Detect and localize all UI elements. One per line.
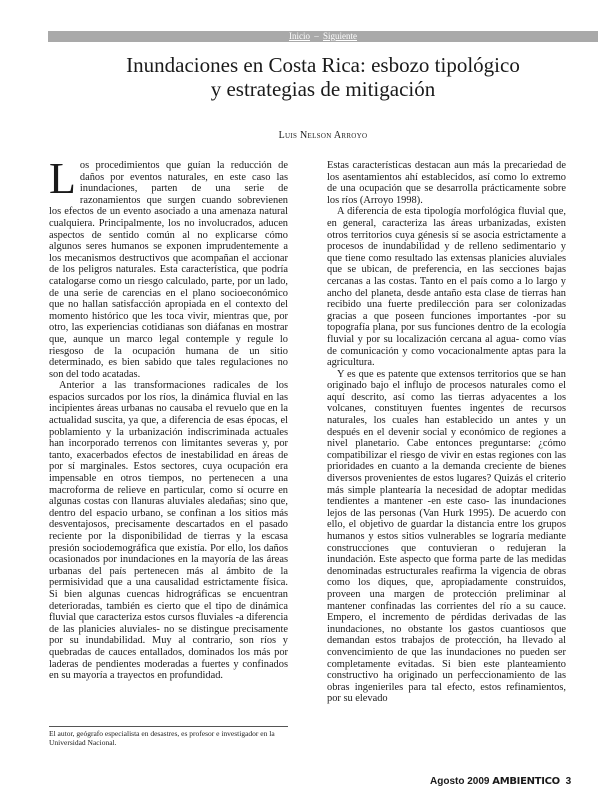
author-name: Luis Nelson Arroyo: [278, 130, 368, 141]
top-navigation-bar: [48, 31, 598, 42]
title-line-2: y estrategias de mitigación: [210, 77, 436, 101]
left-paragraph-2: Anterior a las transformaciones radicales de los espacios surcados por los ríos, la dinámica fluvial en las incipientes áreas urbanas no causaba el revuelo que en la actualidad suscita, ya que, a diferencia de esas épocas, el poblamiento y la urbanización indiscriminada actuales han incorporado terrenos con limitantes severas y, por tanto, exacerbados efectos de inestabilidad en áreas de por sí marginales. Estos sectores, cuya ocupación era impensable en otros tiempos, no pertenecen a una macroforma de relieve en particular, como sí ocurre en algunas costas con llanuras aluviales aledañas; sino que, dentro del espacio urbano, se confinan a los sitios más desventajosos, precisamente descartados en el pasado reciente por la disponibilidad de tierras y la escasa presión sociodemográfica que existía. Por ello, los daños ocasionados por inundaciones en la mayoría de las áreas urbanas del país pertenecen más al ámbito de la permisividad que a una causalidad estrictamente física. Si bien algunas cuencas hidrográficas se encuentran deterioradas, también es cierto que el tipo de dinámica fluvial que caracteriza estos cursos fluviales -a diferencia de las planicies aluviales- no se distingue precisamente por su inundabilidad. Muy al contrario, son ríos y quebradas de cauces entallados, dominados los más por laderas de pendientes moderadas a fuertes y confinados en su mayoría a trayectos en profundidad.: [49, 380, 288, 682]
left-paragraph-1-text: os procedimientos que guían la reducción de daños por eventos naturales, en este caso las inundaciones, parten de una serie de razonamientos que surgen cuando sobrevienen los efectos de un evento asociado a una amenaza natural cualquiera. Principalmente, los no involucrados, aducen aspectos de sentido común al no explicarse cómo algunos seres humanos se exponen imprudentemente a los mecanismos destructivos que acompañan el accionar de los peligros naturales. Esta característica, que podría catalogarse como un riesgo calculado, parte, por un lado, de una serie de carencias en el plano socioeconómico que no hallan satisfacción apropiada en el contexto del momento histórico que les toca vivir, mientras que, por otro, las experiencias cotidianas son diáfanas en mostrar que, aunque un marco legal contemple y regule lo riesgoso de la ocupación humana de un sitio determinado, es bien sabido que tales regulaciones no son del todo acatadas.: [49, 160, 288, 380]
ambientico-logo: AMBIENTICO: [492, 776, 560, 787]
page-footer: [430, 776, 571, 787]
right-paragraph-1: Estas características destacan aun más la precariedad de los asentamientos ahí establecidos, así como lo extremo de una ocupación que se desarrolla prácticamente sobre los ríos (Arroyo 1998).: [327, 160, 566, 206]
issue-date: Agosto 2009: [430, 776, 490, 787]
left-column: [49, 154, 288, 682]
drop-cap: L: [49, 154, 76, 203]
author-footnote: El autor, geógrafo especialista en desastres, es profesor e investigador en la Universidad Nacional.: [49, 729, 275, 747]
inicio-link[interactable]: Inicio: [289, 31, 310, 41]
title-line-1: Inundaciones en Costa Rica: esbozo tipológico: [126, 53, 520, 77]
right-paragraph-2: A diferencia de esta tipología morfológica fluvial que, en general, caracteriza las áreas urbanizadas, existen otros territorios cuya génesis sí se asocia estrictamente a procesos de inundabilidad y de relleno sedimentario y que tiene como resultado las extensas planicies aluviales que se ubican, de preferencia, en las secciones bajas cercanas a las costas. Tanto en el país como a lo largo y ancho del planeta, desde antaño esta clase de tierras han recibido una fuerte predilección para ser colonizadas gracias a que poseen funciones importantes -por su topografía plana, por sus funciones dentro de la ecología fluvial y por su localización cercana al agua- como vías de comunicación y como vocacionalmente aptas para la agricultura.: [327, 206, 566, 369]
article-title: [48, 53, 598, 101]
siguiente-link[interactable]: Siguiente: [323, 31, 357, 41]
right-paragraph-3: Y es que es patente que extensos territorios que se han originado bajo el influjo de procesos naturales como el aquí descrito, así como las tierras adyacentes a los volcanes, constituyen fuentes ingentes de recursos naturales, los cuales han establecido un antes y un después en el devenir social y económico de regiones a nivel planetario. Cabe entonces preguntarse: ¿cómo compatibilizar el riesgo de vivir en estas regiones con las prioridades en cuanto a la demanda creciente de bienes diversos provenientes de estos lugares? Quizás el criterio más simple plantearía la necesidad de adoptar medidas tendientes a mantener -en este caso- las inundaciones lejos de las personas (Van Hurk 1995). De acuerdo con ello, el objetivo de guardar la distancia entre los grupos humanos y estos sitios vulnerables se lograría mediante construcciones que contuvieran o redujeran la inundación. Este aspecto que forma parte de las medidas denominadas estructurales reafirma la vigencia de obras como los diques, que, apropiadamente construidos, proveen una margen de protección preliminar al mantener confinadas las corrientes del río a su cauce. Empero, el incremento de pérdidas derivadas de las inundaciones, no obstante los gastos cuantiosos que demandan estos trabajos de protección, ha llevado al convencimiento de que las inundaciones no pueden ser completamente evitadas. Si bien este planteamiento constructivo ha originado un perfeccionamiento de las obras ingenieriles para tal efecto, estos refinamientos, por su elevado: [327, 368, 566, 705]
footnote-divider: [49, 726, 288, 727]
nav-separator: –: [314, 31, 319, 41]
right-column: [327, 160, 566, 705]
page-number: 3: [565, 776, 572, 787]
left-paragraph-1: [49, 154, 288, 380]
